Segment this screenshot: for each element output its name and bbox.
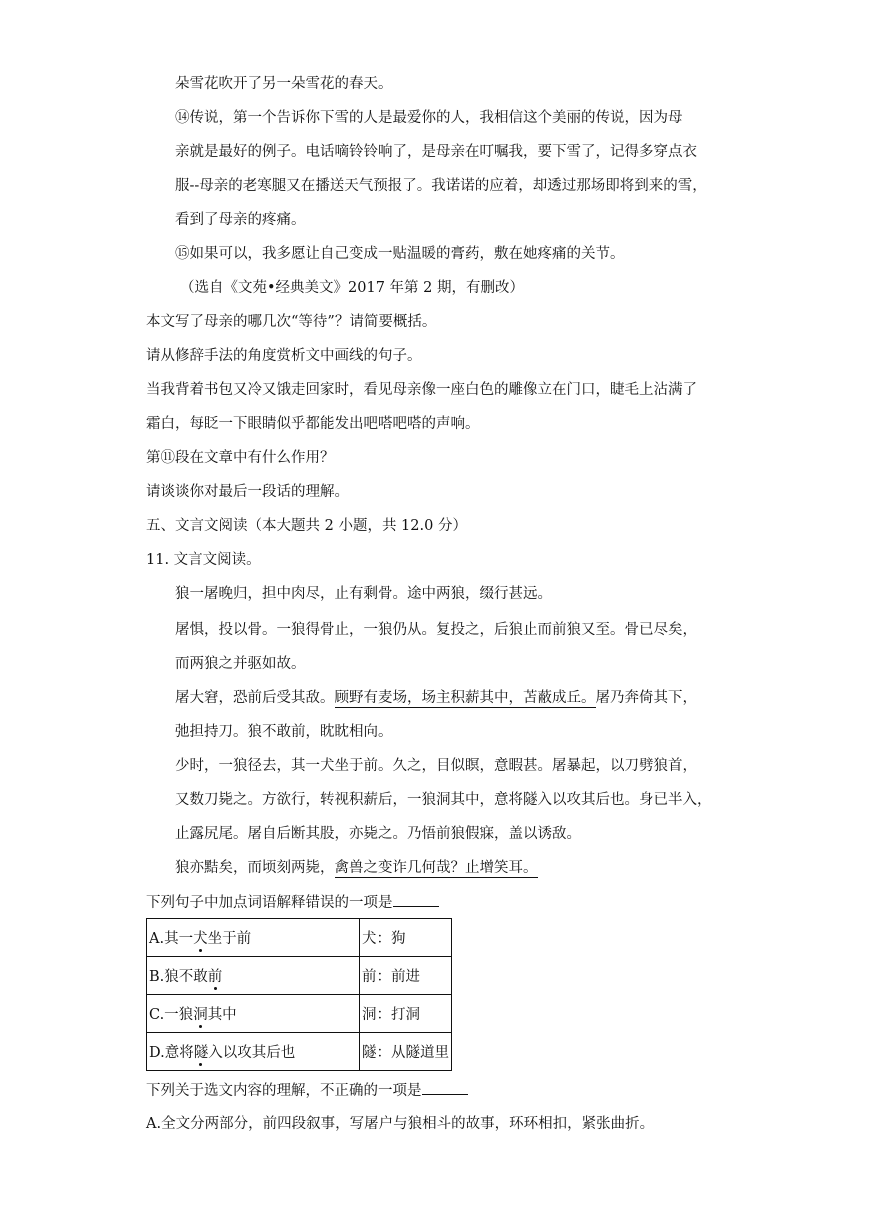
answer-blank (422, 1080, 468, 1095)
option-c-sentence: C.一狼洞其中 (147, 995, 360, 1033)
passage-p14-line1: ⑭传说，第一个告诉你下雪的人是最爱你的人，我相信这个美丽的传说，因为母 (175, 110, 683, 126)
dotted-word: 隧 (193, 1045, 209, 1061)
option-c-explanation: 洞：打洞 (360, 995, 452, 1033)
sub-question-1-prompt: 下列句子中加点词语解释错误的一项是 (146, 895, 393, 911)
passage-p14-line2: 亲就是最好的例子。电话嘀铃铃响了，是母亲在叮嘱我，要下雪了，记得多穿点衣 (175, 144, 697, 160)
passage-p15: ⑮如果可以，我多愿让自己变成一贴温暖的膏药，敷在她疼痛的关节。 (175, 246, 625, 262)
options-table (146, 918, 452, 1071)
passage-source: （选自《文苑•经典美文》2017 年第 2 期，有删改） (180, 280, 525, 296)
question-11-title: 11. 文言文阅读。 (146, 552, 261, 568)
wolf-p4-line3: 止露尻尾。屠自后断其股，亦毙之。乃悟前狼假寐，盖以诱敌。 (175, 826, 581, 842)
wolf-p4-line2: 又数刀毙之。方欲行，转视积薪后，一狼洞其中，意将隧入以攻其后也。身已半入， (175, 792, 712, 808)
sub-question-2-option-a: A.全文分两部分，前四段叙事，写屠户与狼相斗的故事，环环相扣，紧张曲折。 (146, 1116, 655, 1132)
option-row-c (147, 995, 452, 1033)
option-d-explanation: 隧：从隧道里 (360, 1033, 452, 1071)
question-1: 本文写了母亲的哪几次“等待”？请简要概括。 (146, 314, 437, 330)
wolf-p5-underlined: 禽兽之变诈几何哉？止增笑耳。 (334, 860, 538, 876)
passage-p13-tail: 朵雪花吹开了另一朵雪花的春天。 (175, 76, 393, 92)
wolf-p1: 狼一屠晚归，担中肉尽，止有剩骨。途中两狼，缀行甚远。 (175, 586, 552, 602)
option-d-sentence: D.意将隧入以攻其后也 (147, 1033, 360, 1071)
wolf-p5 (175, 858, 538, 878)
option-b-explanation: 前：前进 (360, 957, 452, 995)
option-a-sentence: A.其一犬坐于前 (147, 919, 360, 957)
question-2: 请从修辞手法的角度赏析文中画线的句子。 (146, 348, 422, 364)
option-row-a (147, 919, 452, 957)
answer-blank (393, 892, 439, 907)
option-row-d (147, 1033, 452, 1071)
option-row-b (147, 957, 452, 995)
sub-question-2-prompt: 下列关于选文内容的理解，不正确的一项是 (146, 1083, 422, 1099)
wolf-p2-line1: 屠惧，投以骨。一狼得骨止，一狼仍从。复投之，后狼止而前狼又至。骨已尽矣， (175, 622, 697, 638)
wolf-p2-line2: 而两狼之并驱如故。 (175, 656, 306, 672)
sub-question-1 (146, 892, 439, 913)
passage-p14-line4: 看到了母亲的疼痛。 (175, 212, 306, 228)
wolf-p3-underlined: 顾野有麦场，场主积薪其中，苫蔽成丘。 (334, 690, 596, 706)
option-a-explanation: 犬：狗 (360, 919, 452, 957)
dotted-word: 犬 (193, 931, 208, 947)
dotted-word: 洞 (193, 1007, 208, 1023)
wolf-p5-text: 狼亦黠矣，而顷刻两毙， (175, 860, 335, 876)
section-heading: 五、文言文阅读（本大题共 2 小题，共 12.0 分） (146, 518, 467, 534)
wolf-p3-text: 屠大窘，恐前后受其敌。 (175, 690, 335, 706)
wolf-p4-line1: 少时，一狼径去，其一犬坐于前。久之，目似瞑，意暇甚。屠暴起，以刀劈狼首， (175, 758, 697, 774)
wolf-p3-text-end: 屠乃奔倚其下， (595, 690, 697, 706)
wolf-p3-line2: 弛担持刀。狼不敢前，眈眈相向。 (175, 724, 393, 740)
question-2-sentence-line2: 霜白，每眨一下眼睛似乎都能发出吧嗒吧嗒的声响。 (146, 416, 480, 432)
option-b-sentence: B.狼不敢前 (147, 957, 360, 995)
question-2-sentence-line1: 当我背着书包又冷又饿走回家时，看见母亲像一座白色的雕像立在门口，睫毛上沾满了 (146, 382, 697, 398)
sub-question-2 (146, 1080, 468, 1101)
wolf-p3-line1 (175, 688, 697, 708)
question-4: 请谈谈你对最后一段话的理解。 (146, 484, 349, 500)
question-3: 第⑪段在文章中有什么作用？ (146, 450, 335, 466)
dotted-word: 前 (207, 969, 223, 985)
passage-p14-line3: 服--母亲的老寒腿又在播送天气预报了。我诺诺的应着，却透过那场即将到来的雪， (175, 178, 707, 194)
